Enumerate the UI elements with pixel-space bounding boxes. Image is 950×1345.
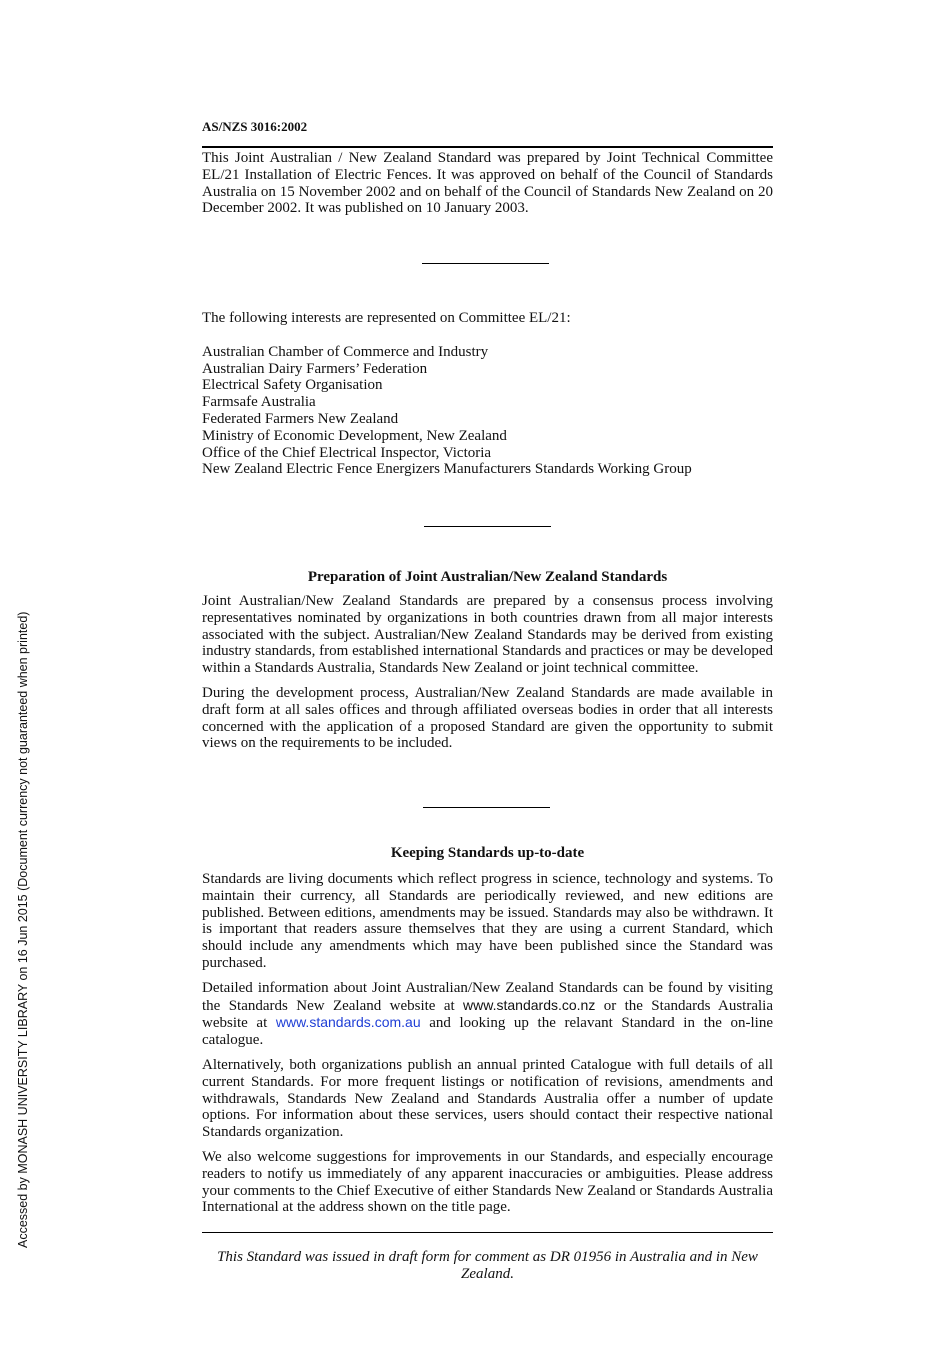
keeping-heading: Keeping Standards up-to-date — [390, 845, 585, 861]
keeping-section — [202, 845, 773, 1216]
keeping-paragraph-4: We also welcome suggestions for improvements in our Standards, and especially encourage readers to notify us immediately of any apparent inaccuracies or ambiguities. Please address your comments to the Chief Executive of either Standards New Zealand or Standards Australia International at the address shown on the title page. — [202, 1148, 773, 1216]
keeping-paragraph-1: Standards are living documents which reflect progress in science, technology and systems. To maintain their currency, all Standards are periodically reviewed, and new editions are published. Between editions, amendments may be issued. Standards may also be withdrawn. It is important that readers assure themselves that they are using a current Standard, which should include any amendments which may have been published since the Standard was purchased. — [202, 871, 773, 971]
divider — [422, 263, 549, 264]
keeping-paragraph-2 — [202, 980, 773, 1049]
list-item: Australian Chamber of Commerce and Industry — [202, 343, 489, 360]
intro-paragraph: This Joint Australian / New Zealand Standard was prepared by Joint Technical Committee EL/21 Installation of Electric Fences. It was approved on behalf of the Council of Standards Australia on 15 November 2002 and on behalf of the Council of Standards New Zealand on 20 December 2002. It was published on 10 January 2003. — [202, 150, 773, 217]
intro-section — [202, 150, 773, 217]
standard-id: AS/NZS 3016:2002 — [202, 119, 308, 134]
list-item: Australian Dairy Farmers’ Federation — [202, 360, 428, 377]
nz-website-text: www.standards.co.nz — [463, 996, 596, 1013]
preparation-paragraph-2: During the development process, Australian/New Zealand Standards are made available in draft form at all sales offices and through affiliated overseas bodies in order that all interests concerned with the application of a proposed Standard are given the opportunity to submit views on the requirements to be included. — [202, 684, 773, 752]
list-item: Office of the Chief Electrical Inspector, Victoria — [202, 444, 492, 461]
committee-section — [202, 310, 773, 478]
keeping-paragraph-3: Alternatively, both organizations publish an annual printed Catalogue with full details of all current Standards. For more frequent listings or notification of revisions, amendments and withdrawals, Standards New Zealand and Standards Australia offer a number of update options. For information about these services, users should contact their respective national Standards organization. — [202, 1056, 773, 1141]
list-item: New Zealand Electric Fence Energizers Manufacturers Standards Working Group — [202, 461, 692, 478]
divider — [423, 807, 550, 808]
list-item: Federated Farmers New Zealand — [202, 410, 399, 427]
preparation-section — [202, 569, 773, 752]
footer-rule — [202, 1232, 773, 1233]
access-watermark: Accessed by MONASH UNIVERSITY LIBRARY on 16 Jun 2015 (Document currency not guaranteed when printed) — [16, 611, 30, 1248]
list-item: Ministry of Economic Development, New Zealand — [202, 427, 507, 444]
header-rule — [202, 146, 773, 148]
keeping-p2-text-b: or the Standards Australia website at — [202, 997, 773, 1032]
draft-note: This Standard was issued in draft form for comment as DR 01956 in Australia and in New Zealand. — [217, 1249, 758, 1282]
keeping-p2-text-c: and looking up the relavant Standard in the on-line catalogue. — [202, 1015, 774, 1049]
committee-lead: The following interests are represented on Committee EL/21: — [202, 310, 571, 326]
preparation-paragraph-1: Joint Australian/New Zealand Standards are prepared by a consensus process involving representatives nominated by organizations in both countries drawn from all major interests associated with the subject. Australian/New Zealand Standards may be derived from existing industry standards, from established international Standards and practices or may be developed within a Standards Australia, Standards New Zealand or joint technical committee. — [202, 593, 773, 677]
au-website-link[interactable]: www.standards.com.au — [275, 1014, 421, 1031]
committee-list — [202, 344, 773, 478]
divider — [424, 526, 551, 527]
keeping-p2-text-a: Detailed information about Joint Australian/New Zealand Standards can be found by visiting the Standards New Zealand website at — [202, 979, 773, 1014]
list-item: Electrical Safety Organisation — [202, 377, 383, 394]
preparation-heading: Preparation of Joint Australian/New Zealand Standards — [307, 569, 668, 585]
list-item: Farmsafe Australia — [202, 394, 316, 411]
